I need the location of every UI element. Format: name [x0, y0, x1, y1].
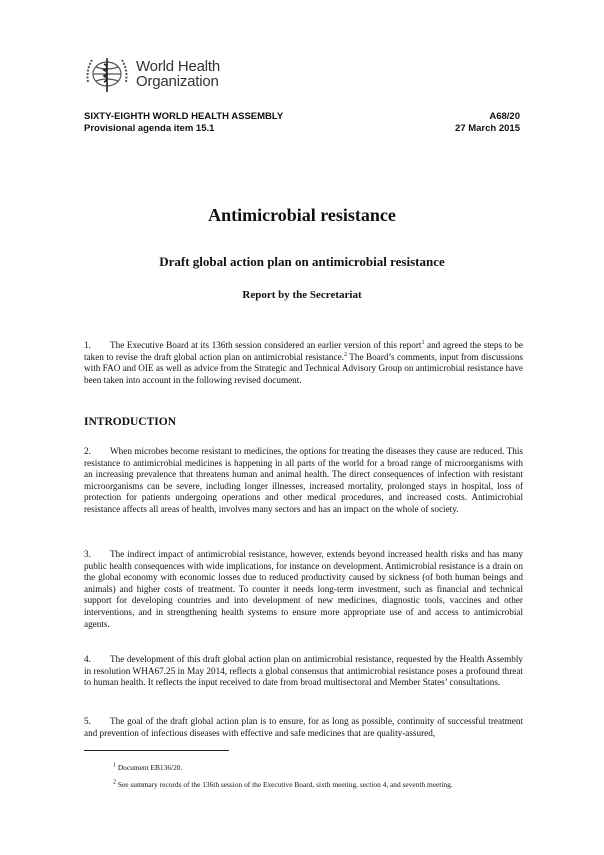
footnote-mark: 2 — [113, 779, 116, 786]
paragraph-number: 4. — [84, 654, 91, 664]
footnote-ref[interactable]: 2 — [343, 351, 347, 358]
logo-text-line2: Organization — [136, 73, 219, 90]
logo-text-line1: World Health — [136, 58, 221, 75]
paragraph-1 — [84, 340, 523, 386]
paragraph-number: 3. — [84, 549, 91, 559]
section-heading-introduction: INTRODUCTION — [84, 416, 177, 428]
footnote-separator — [84, 750, 229, 751]
who-emblem-icon — [82, 52, 132, 96]
footnote-1 — [113, 763, 182, 772]
document-number: A68/20 — [489, 111, 520, 122]
paragraph-3 — [84, 549, 523, 630]
header-left — [84, 111, 283, 135]
paragraph-text: The development of this draft global action plan on antimicrobial resistance, requested by the Health Assembly in resolution WHA67.25 in May 2014, reflects a global consensus that antimicrobial resistance poses a profound threat to human health. It reflects the input received to date from broad multisectoral and Member States’ consultations. — [84, 654, 523, 688]
footnote-text: See summary records of the 136th session of the Executive Board, sixth meeting, section 4, and seventh meeting. — [116, 780, 453, 789]
header-right — [455, 111, 520, 135]
paragraph-text: The Executive Board at its 136th session considered an earlier version of this report — [110, 340, 422, 350]
paragraph-number: 2. — [84, 446, 91, 456]
paragraph-number: 1. — [84, 340, 91, 350]
footnote-ref[interactable]: 1 — [421, 339, 425, 346]
assembly-name: SIXTY-EIGHTH WORLD HEALTH ASSEMBLY — [84, 111, 284, 122]
footnote-text: Document EB136/20. — [116, 763, 183, 772]
document-date: 27 March 2015 — [455, 123, 520, 134]
paragraph-text: When microbes become resistant to medicines, the options for treating the diseases they cause are reduced. This resistance to antimicrobial medicines is happening in all parts of the world for a broad range of microorganisms with an increasing prevalence that threatens human and animal health. The direct consequences of infection with resistant microorganisms can be severe, including longer illnesses, increased mortality, prolonged stays in hospital, loss of protection for patients undergoing operations and other medical procedures, and increased costs. Antimicrobial resistance affects all areas of health, involves many sectors and has an impact on the whole of society. — [84, 446, 523, 514]
agenda-item: Provisional agenda item 15.1 — [84, 123, 215, 134]
paragraph-5 — [84, 716, 523, 739]
paragraph-2 — [84, 446, 523, 516]
footnote-mark: 1 — [113, 762, 116, 769]
paragraph-text: The Board’s comments, input from discussions with FAO and OIE as well as advice from the Strategic and Technical Advisory Group on antimicrobial resistance have been taken into account in the following revised document. — [84, 351, 524, 385]
document-subtitle: Draft global action plan on antimicrobial resistance — [159, 254, 445, 269]
who-logo — [82, 52, 220, 96]
report-by: Report by the Secretariat — [242, 289, 362, 301]
document-title: Antimicrobial resistance — [208, 205, 396, 225]
paragraph-text: The indirect impact of antimicrobial resistance, however, extends beyond increased health risks and has many public health consequences with wide implications, for instance on development. Antimicrobial resistance is a drain on the global economy with economic losses due to reduced productivity caused by sickness (of both human beings and animals) and higher costs of treatment. To counter it needs long-term investment, such as financial and technical support for developing countries and into development of new medicines, diagnostic tools, vaccines and other interventions, and in strengthening health systems to ensure more appropriate use of and access to antimicrobial agents. — [84, 549, 523, 629]
paragraph-4 — [84, 654, 523, 689]
paragraph-text: and agreed the steps to be taken to revise the draft global action plan on antimicrobial resistance. — [84, 340, 523, 362]
paragraph-text: The goal of the draft global action plan is to ensure, for as long as possible, continuity of successful treatment and prevention of infectious diseases with effective and safe medicines that are quality-assured, — [84, 716, 523, 738]
footnote-2 — [113, 780, 453, 789]
paragraph-number: 5. — [84, 716, 91, 726]
